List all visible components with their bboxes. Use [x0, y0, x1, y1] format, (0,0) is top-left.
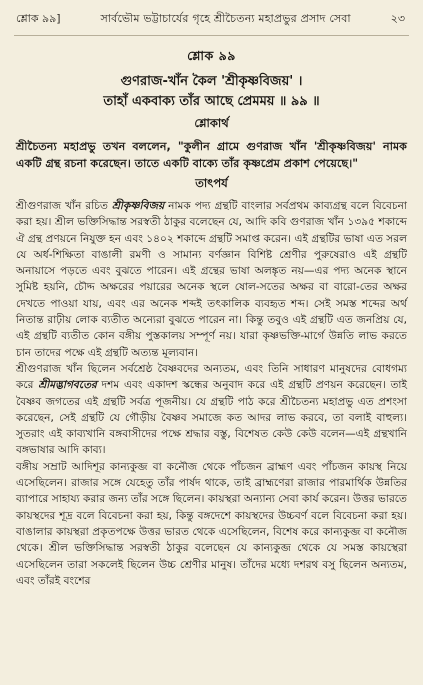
page-number: ২৩	[390, 12, 405, 25]
purport-p1-start: শ্রীগুণরাজ খাঁন রচিত	[16, 200, 112, 212]
purport-paragraph-1	[16, 198, 407, 361]
verse-line-1: গুণরাজ-খাঁন কৈল 'শ্রীকৃষ্ণবিজয়' ।	[120, 74, 303, 89]
book-title-bhagavatam: শ্রীমদ্ভাগবতের	[38, 379, 97, 392]
purport-heading: তাৎপর্য	[195, 176, 228, 190]
purport-p1-rest: নামক পদ্য গ্রন্থটি বাংলার সর্বপ্রথম কাব্যগ্রন্থ বলে বিবেচনা করা হয়। শ্রীল ভক্তিসিদ্ধান্ত সরস্বতী ঠাকুর বলেছেন যে, আদি কবি গুণরাজ খাঁন ১৩৯৫ শকাব্দে ঐ গ্রন্থ প্রণয়নে নিযুক্ত হন এবং ১৪০২ শকাব্দে গ্রন্থটি সমাপ্ত করেন। এই গ্রন্থটির ভাষা এত সরল যে অর্ধ-শিক্ষিতা বাঙালী রমণী ও সামান্য বর্ণজ্ঞান বিশিষ্ট শ্রেণীর পুরুষেরাও এই গ্রন্থটি অনায়াসে পড়তে এবং বুঝতে পারেন। এই গ্রন্থের ভাষা অলঙ্কৃত নয়—এর পদ্য অনেক স্থানে সুমিষ্ট হয়নি, চৌদ্দ অক্ষরের পয়ারের অনেক স্থলে ষোল-সতের অক্ষর বা বারো-তের অক্ষর দেখতে পাওয়া যায়, এবং এর অনেক শব্দই তৎকালিক ব্যবহৃত শব্দ। সেই সমস্ত শব্দের অর্থ নিতান্ত রাঢ়ীয় লোক ব্যতীত অন্যেরা বুঝতে পারেন না। কিন্তু তবুও এই গ্রন্থটি এত জনপ্রিয় যে, এই গ্রন্থটি ব্যতীত কোন বঙ্গীয় পুস্তকালয় সম্পূর্ণ নয়। যারা কৃষ্ণভক্তি-মার্গে উন্নতি লাভ করতে চান তাদের পক্ষে এই গ্রন্থটি অত্যন্ত মূল্যবান।	[16, 200, 407, 359]
translation-text: শ্রীচৈতন্য মহাপ্রভু তখন বললেন, "কুলীন গ্রামে গুণরাজ খাঁন 'শ্রীকৃষ্ণবিজয়' নামক একটি গ্রন্থ রচনা করেছেন। তাতে একটি বাক্যে তাঁর কৃষ্ণপ্রেম প্রকাশ পেয়েছে।"	[16, 140, 407, 170]
verse-label: শ্লোক ৯৯	[187, 48, 236, 63]
verse-line-2: তাহাঁ একবাক্য তাঁর আছে প্রেমময় ॥ ৯৯ ॥	[103, 94, 320, 109]
book-title-krishna-vijaya: শ্রীকৃষ্ণবিজয়	[111, 200, 165, 212]
purport-paragraph-2	[16, 361, 407, 459]
purport-p2-rest: দশম এবং একাদশ স্কন্ধের অনুবাদ করে এই গ্রন্থটি প্রণয়ন করেছেন। তাই বৈষ্ণব জগতের এই গ্রন্থটি সর্বত্র পূজনীয়। যে গ্রন্থটি পাঠ করে শ্রীচৈতন্য মহাপ্রভু এত প্রশংসা করেছেন, সেই গ্রন্থটি যে গৌড়ীয় বৈষ্ণব সমাজে কত আদর লাভ করবে, তা বলাই বাহুল্য। সুতরাং এই কাব্যখানি বঙ্গবাসীদের পক্ষে শ্রদ্ধার বস্তু, বিশেষত কেউ কেউ বলেন—এই গ্রন্থখানি বঙ্গভাষার আদি কাব্য।	[16, 379, 407, 457]
purport-paragraph-3: বঙ্গীয় সম্রাট আদিশূর কান্যকুব্জ বা কনৌজ থেকে পাঁচজন ব্রাহ্মণ এবং পাঁচজন কায়স্থ নিয়ে এসেছিলেন। রাজার সঙ্গে যেহেতু তাঁর পার্ষদ থাকে, তাই ব্রাহ্মণেরা রাজার পারমার্থিক উন্নতির ব্যাপারে সাহায্য করার জন্য তাঁর সঙ্গে ছিলেন। কায়স্থরা অন্যান্য সেবা কার্য করেন। উত্তর ভারতে কায়স্থদের শূদ্র বলে বিবেচনা করা হয়, কিন্তু বঙ্গদেশে কায়স্থদের উচ্চবর্ণ বলে বিবেচনা করা হয়। বাঙালার কায়স্থরা প্রকৃতপক্ষে উত্তর ভারত থেকে এসেছিলেন, বিশেষ করে কান্যকুব্জ বা কনৌজ থেকে। শ্রীল ভক্তিসিদ্ধান্ত সরস্বতী ঠাকুর বলেছেন যে কান্যকুব্জ থেকে যে সমস্ত কায়স্থেরা এসেছিলেন তারা সকলেই ছিলেন উচ্চ শ্রেণীর মানুষ। তাঁদের মধ্যে দশরথ বসু ছিলেন অন্যতম, এবং তাঁরই বংশের	[16, 460, 407, 587]
verse-block	[14, 48, 409, 112]
purport-p2-start: শ্রীগুণরাজ খাঁন ছিলেন সর্বশ্রেষ্ঠ বৈষ্ণবদের অন্যতম, এবং তিনি সাধারণ মানুষদের বোধগম্য করে	[16, 362, 407, 392]
running-header	[14, 10, 409, 36]
header-verse-ref: শ্লোক ৯৯]	[16, 12, 61, 25]
header-chapter-title: সার্বভৌম ভট্টাচার্যের গৃহে শ্রীচৈতন্য মহাপ্রভুর প্রসাদ সেবা	[100, 12, 351, 25]
translation-heading: শ্লোকার্থ	[194, 116, 229, 130]
